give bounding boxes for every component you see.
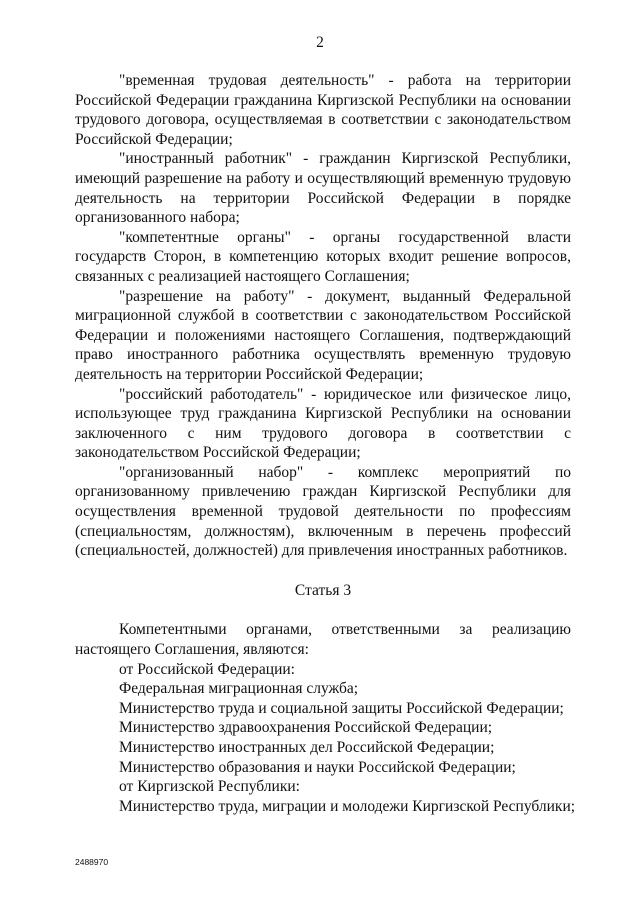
definition-work-permit: "разрешение на работу" - документ, выданный Федеральной миграционной службой в соответствии с законодательством Российской Федерации и положениями настоящего Соглашения, подтверждающий право иностранного работника осуществлять временную трудовую деятельность на территории Российской Федерации;	[75, 287, 571, 383]
definition-russian-employer: "российский работодатель" - юридическое или физическое лицо, использующее труд гражданина Киргизской Республики на основании заключенного с ним трудового договора в соответствии с законодательством Российской Федерации;	[75, 385, 571, 462]
article-3-line: Министерство труда и социальной защиты Российской Федерации;	[119, 699, 564, 717]
definition-competent-authorities: "компетентные органы" - органы государственной власти государств Сторон, в компетенцию которых входит решение вопросов, связанных с реализацией настоящего Соглашения;	[75, 228, 571, 285]
article-3-line: Министерство иностранных дел Российской Федерации;	[119, 739, 495, 756]
article-3-line: Федеральная миграционная служба;	[119, 680, 359, 698]
document-code: 2488970	[75, 857, 109, 867]
article-3-title: Статья 3	[294, 581, 352, 599]
article-3-line: Министерство здравоохранения Российской Федерации;	[119, 719, 493, 737]
article-3-line: Министерство труда, миграции и молодежи Киргизской Республики;	[119, 797, 576, 815]
article-3-intro: Компетентными органами, ответственными за реализацию настоящего Соглашения, являются:	[75, 621, 571, 659]
page-number: 2	[316, 34, 324, 51]
article-3-line: от Киргизской Республики:	[119, 778, 300, 796]
document-body	[75, 71, 576, 816]
article-3-line: от Российской Федерации:	[119, 660, 295, 678]
definition-temporary-labor-activity: "временная трудовая деятельность" - работа на территории Российской Федерации гражданина Киргизской Республики на основании трудового договора, осуществляемая в соответствии с законодательством Российской Федерации;	[75, 72, 571, 148]
article-3-line: Министерство образования и науки Российской Федерации;	[119, 758, 516, 776]
definition-foreign-worker: "иностранный работник" - гражданин Киргизской Республики, имеющий разрешение на работу и осуществляющий временную трудовую деятельность на территории Российской Федерации в порядке организованного набора;	[75, 150, 571, 227]
definition-organized-recruitment: "организованный набор" - комплекс мероприятий по организованному привлечению граждан Киргизской Республики для осуществления временной трудовой деятельности по профессиям (специальностям, должностям), включенным в перечень профессий (специальностей, должностей) для привлечения иностранных работников.	[75, 463, 571, 560]
